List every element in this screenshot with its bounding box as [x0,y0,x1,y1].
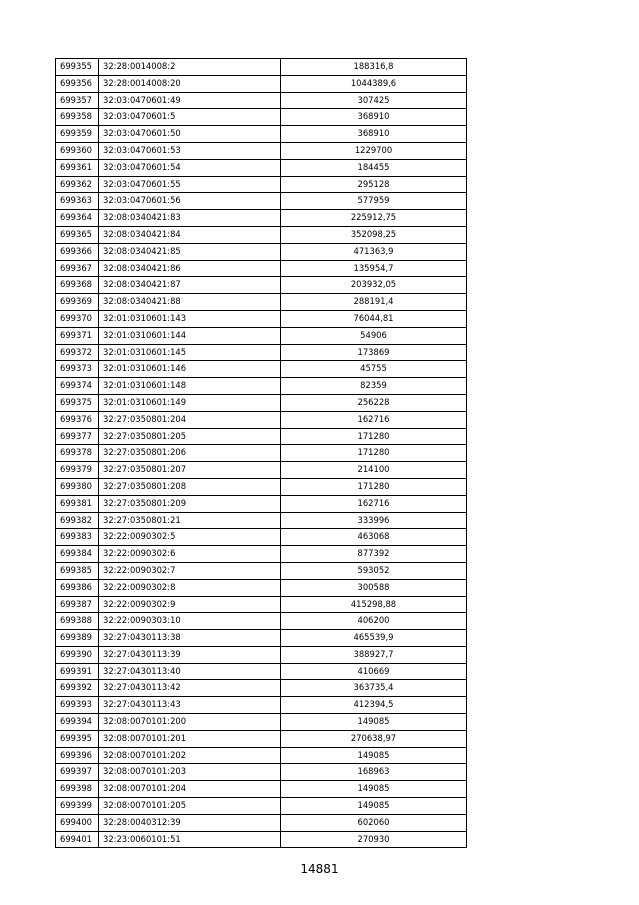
table-row [56,680,467,697]
row-id-cell: 699396 [56,747,99,764]
table-row [56,730,467,747]
cadastral-number-cell: 32:08:0070101:204 [99,781,281,798]
row-id-cell: 699371 [56,327,99,344]
row-id-cell: 699384 [56,546,99,563]
table-row [56,344,467,361]
cadastral-number-cell: 32:01:0310601:145 [99,344,281,361]
row-id-cell: 699387 [56,596,99,613]
cadastral-number-cell: 32:08:0340421:87 [99,277,281,294]
value-cell: 406200 [281,613,467,630]
value-cell: 877392 [281,546,467,563]
table-row [56,747,467,764]
table-row [56,294,467,311]
table-row [56,646,467,663]
cadastral-number-cell: 32:27:0350801:209 [99,495,281,512]
table-row [56,109,467,126]
table-row [56,579,467,596]
cadastral-number-cell: 32:22:0090302:9 [99,596,281,613]
row-id-cell: 699381 [56,495,99,512]
table-row [56,277,467,294]
value-cell: 593052 [281,562,467,579]
value-cell: 149085 [281,714,467,731]
value-cell: 1229700 [281,142,467,159]
cadastral-number-cell: 32:22:0090302:8 [99,579,281,596]
table-row [56,831,467,848]
row-id-cell: 699395 [56,730,99,747]
table-row [56,428,467,445]
cadastral-number-cell: 32:22:0090303:10 [99,613,281,630]
value-cell: 76044,81 [281,310,467,327]
table-row [56,798,467,815]
cadastral-number-cell: 32:27:0430113:38 [99,630,281,647]
value-cell: 149085 [281,781,467,798]
value-cell: 415298,88 [281,596,467,613]
table-row [56,142,467,159]
cadastral-number-cell: 32:28:0040312:39 [99,814,281,831]
value-cell: 45755 [281,361,467,378]
table-row [56,327,467,344]
row-id-cell: 699378 [56,445,99,462]
row-id-cell: 699383 [56,529,99,546]
row-id-cell: 699367 [56,260,99,277]
row-id-cell: 699370 [56,310,99,327]
cadastral-number-cell: 32:27:0350801:207 [99,462,281,479]
table-body [56,59,467,848]
row-id-cell: 699369 [56,294,99,311]
cadastral-number-cell: 32:03:0470601:54 [99,159,281,176]
cadastral-number-cell: 32:27:0430113:43 [99,697,281,714]
row-id-cell: 699359 [56,126,99,143]
row-id-cell: 699393 [56,697,99,714]
row-id-cell: 699363 [56,193,99,210]
table-row [56,411,467,428]
table-row [56,663,467,680]
table-row [56,92,467,109]
cadastral-number-cell: 32:08:0340421:84 [99,226,281,243]
cadastral-number-cell: 32:08:0340421:83 [99,210,281,227]
cadastral-number-cell: 32:03:0470601:50 [99,126,281,143]
value-cell: 295128 [281,176,467,193]
table-row [56,781,467,798]
table-row [56,462,467,479]
row-id-cell: 699394 [56,714,99,731]
row-id-cell: 699368 [56,277,99,294]
table-row [56,697,467,714]
cadastral-number-cell: 32:01:0310601:148 [99,378,281,395]
cadastral-number-cell: 32:27:0430113:39 [99,646,281,663]
table-row [56,75,467,92]
value-cell: 188316,8 [281,59,467,76]
cadastral-number-cell: 32:01:0310601:143 [99,310,281,327]
cadastral-number-cell: 32:03:0470601:53 [99,142,281,159]
cadastral-number-cell: 32:03:0470601:5 [99,109,281,126]
cadastral-number-cell: 32:01:0310601:149 [99,394,281,411]
cadastral-number-cell: 32:27:0430113:42 [99,680,281,697]
table-row [56,59,467,76]
table-row [56,193,467,210]
row-id-cell: 699377 [56,428,99,445]
table-row [56,159,467,176]
cadastral-number-cell: 32:22:0090302:6 [99,546,281,563]
row-id-cell: 699358 [56,109,99,126]
table-row [56,260,467,277]
value-cell: 149085 [281,798,467,815]
table-row [56,126,467,143]
value-cell: 173869 [281,344,467,361]
cadastral-number-cell: 32:08:0340421:86 [99,260,281,277]
cadastral-number-cell: 32:03:0470601:56 [99,193,281,210]
table-row [56,478,467,495]
row-id-cell: 699397 [56,764,99,781]
value-cell: 135954,7 [281,260,467,277]
row-id-cell: 699388 [56,613,99,630]
value-cell: 352098,25 [281,226,467,243]
row-id-cell: 699389 [56,630,99,647]
row-id-cell: 699364 [56,210,99,227]
value-cell: 162716 [281,495,467,512]
row-id-cell: 699366 [56,243,99,260]
value-cell: 368910 [281,109,467,126]
cadastral-number-cell: 32:08:0070101:202 [99,747,281,764]
row-id-cell: 699386 [56,579,99,596]
value-cell: 171280 [281,478,467,495]
value-cell: 388927,7 [281,646,467,663]
row-id-cell: 699356 [56,75,99,92]
row-id-cell: 699376 [56,411,99,428]
value-cell: 184455 [281,159,467,176]
row-id-cell: 699374 [56,378,99,395]
cadastral-number-cell: 32:27:0350801:205 [99,428,281,445]
cadastral-number-cell: 32:28:0014008:20 [99,75,281,92]
cadastral-number-cell: 32:22:0090302:7 [99,562,281,579]
row-id-cell: 699372 [56,344,99,361]
row-id-cell: 699375 [56,394,99,411]
value-cell: 333996 [281,512,467,529]
table-row [56,378,467,395]
value-cell: 1044389,6 [281,75,467,92]
row-id-cell: 699391 [56,663,99,680]
cadastral-number-cell: 32:08:0070101:201 [99,730,281,747]
table-row [56,210,467,227]
row-id-cell: 699357 [56,92,99,109]
row-id-cell: 699365 [56,226,99,243]
table-row [56,445,467,462]
table-row [56,495,467,512]
table-row [56,361,467,378]
value-cell: 602060 [281,814,467,831]
cadastral-number-cell: 32:03:0470601:55 [99,176,281,193]
value-cell: 171280 [281,428,467,445]
table-row [56,310,467,327]
value-cell: 168963 [281,764,467,781]
table-row [56,562,467,579]
value-cell: 225912,75 [281,210,467,227]
table-row [56,512,467,529]
value-cell: 463068 [281,529,467,546]
table-row [56,613,467,630]
table-row [56,394,467,411]
cadastral-number-cell: 32:27:0350801:21 [99,512,281,529]
value-cell: 171280 [281,445,467,462]
cadastral-number-cell: 32:08:0340421:85 [99,243,281,260]
value-cell: 471363,9 [281,243,467,260]
value-cell: 300588 [281,579,467,596]
cadastral-number-cell: 32:03:0470601:49 [99,92,281,109]
row-id-cell: 699398 [56,781,99,798]
cadastral-number-cell: 32:08:0070101:205 [99,798,281,815]
value-cell: 82359 [281,378,467,395]
value-cell: 203932,05 [281,277,467,294]
table-row [56,764,467,781]
cadastral-value-table [55,58,467,848]
table-row [56,546,467,563]
value-cell: 410669 [281,663,467,680]
row-id-cell: 699382 [56,512,99,529]
row-id-cell: 699362 [56,176,99,193]
table-row [56,226,467,243]
cadastral-number-cell: 32:28:0014008:2 [99,59,281,76]
value-cell: 214100 [281,462,467,479]
table-row [56,814,467,831]
value-cell: 363735,4 [281,680,467,697]
cadastral-number-cell: 32:08:0340421:88 [99,294,281,311]
row-id-cell: 699385 [56,562,99,579]
table-row [56,714,467,731]
cadastral-number-cell: 32:27:0350801:206 [99,445,281,462]
value-cell: 288191,4 [281,294,467,311]
value-cell: 162716 [281,411,467,428]
table-row [56,596,467,613]
page-number: 14881 [300,862,339,876]
value-cell: 54906 [281,327,467,344]
value-cell: 368910 [281,126,467,143]
table-row [56,243,467,260]
cadastral-number-cell: 32:27:0430113:40 [99,663,281,680]
row-id-cell: 699401 [56,831,99,848]
value-cell: 270638,97 [281,730,467,747]
cadastral-number-cell: 32:22:0090302:5 [99,529,281,546]
table-row [56,630,467,647]
row-id-cell: 699373 [56,361,99,378]
row-id-cell: 699390 [56,646,99,663]
cadastral-number-cell: 32:27:0350801:208 [99,478,281,495]
row-id-cell: 699380 [56,478,99,495]
cadastral-number-cell: 32:01:0310601:146 [99,361,281,378]
row-id-cell: 699400 [56,814,99,831]
row-id-cell: 699392 [56,680,99,697]
cadastral-number-cell: 32:27:0350801:204 [99,411,281,428]
value-cell: 307425 [281,92,467,109]
value-cell: 465539,9 [281,630,467,647]
row-id-cell: 699361 [56,159,99,176]
row-id-cell: 699355 [56,59,99,76]
value-cell: 256228 [281,394,467,411]
value-cell: 270930 [281,831,467,848]
cadastral-number-cell: 32:08:0070101:200 [99,714,281,731]
value-cell: 412394,5 [281,697,467,714]
cadastral-number-cell: 32:01:0310601:144 [99,327,281,344]
table-row [56,176,467,193]
row-id-cell: 699399 [56,798,99,815]
value-cell: 149085 [281,747,467,764]
row-id-cell: 699360 [56,142,99,159]
cadastral-number-cell: 32:08:0070101:203 [99,764,281,781]
value-cell: 577959 [281,193,467,210]
row-id-cell: 699379 [56,462,99,479]
table-row [56,529,467,546]
cadastral-number-cell: 32:23:0060101:51 [99,831,281,848]
